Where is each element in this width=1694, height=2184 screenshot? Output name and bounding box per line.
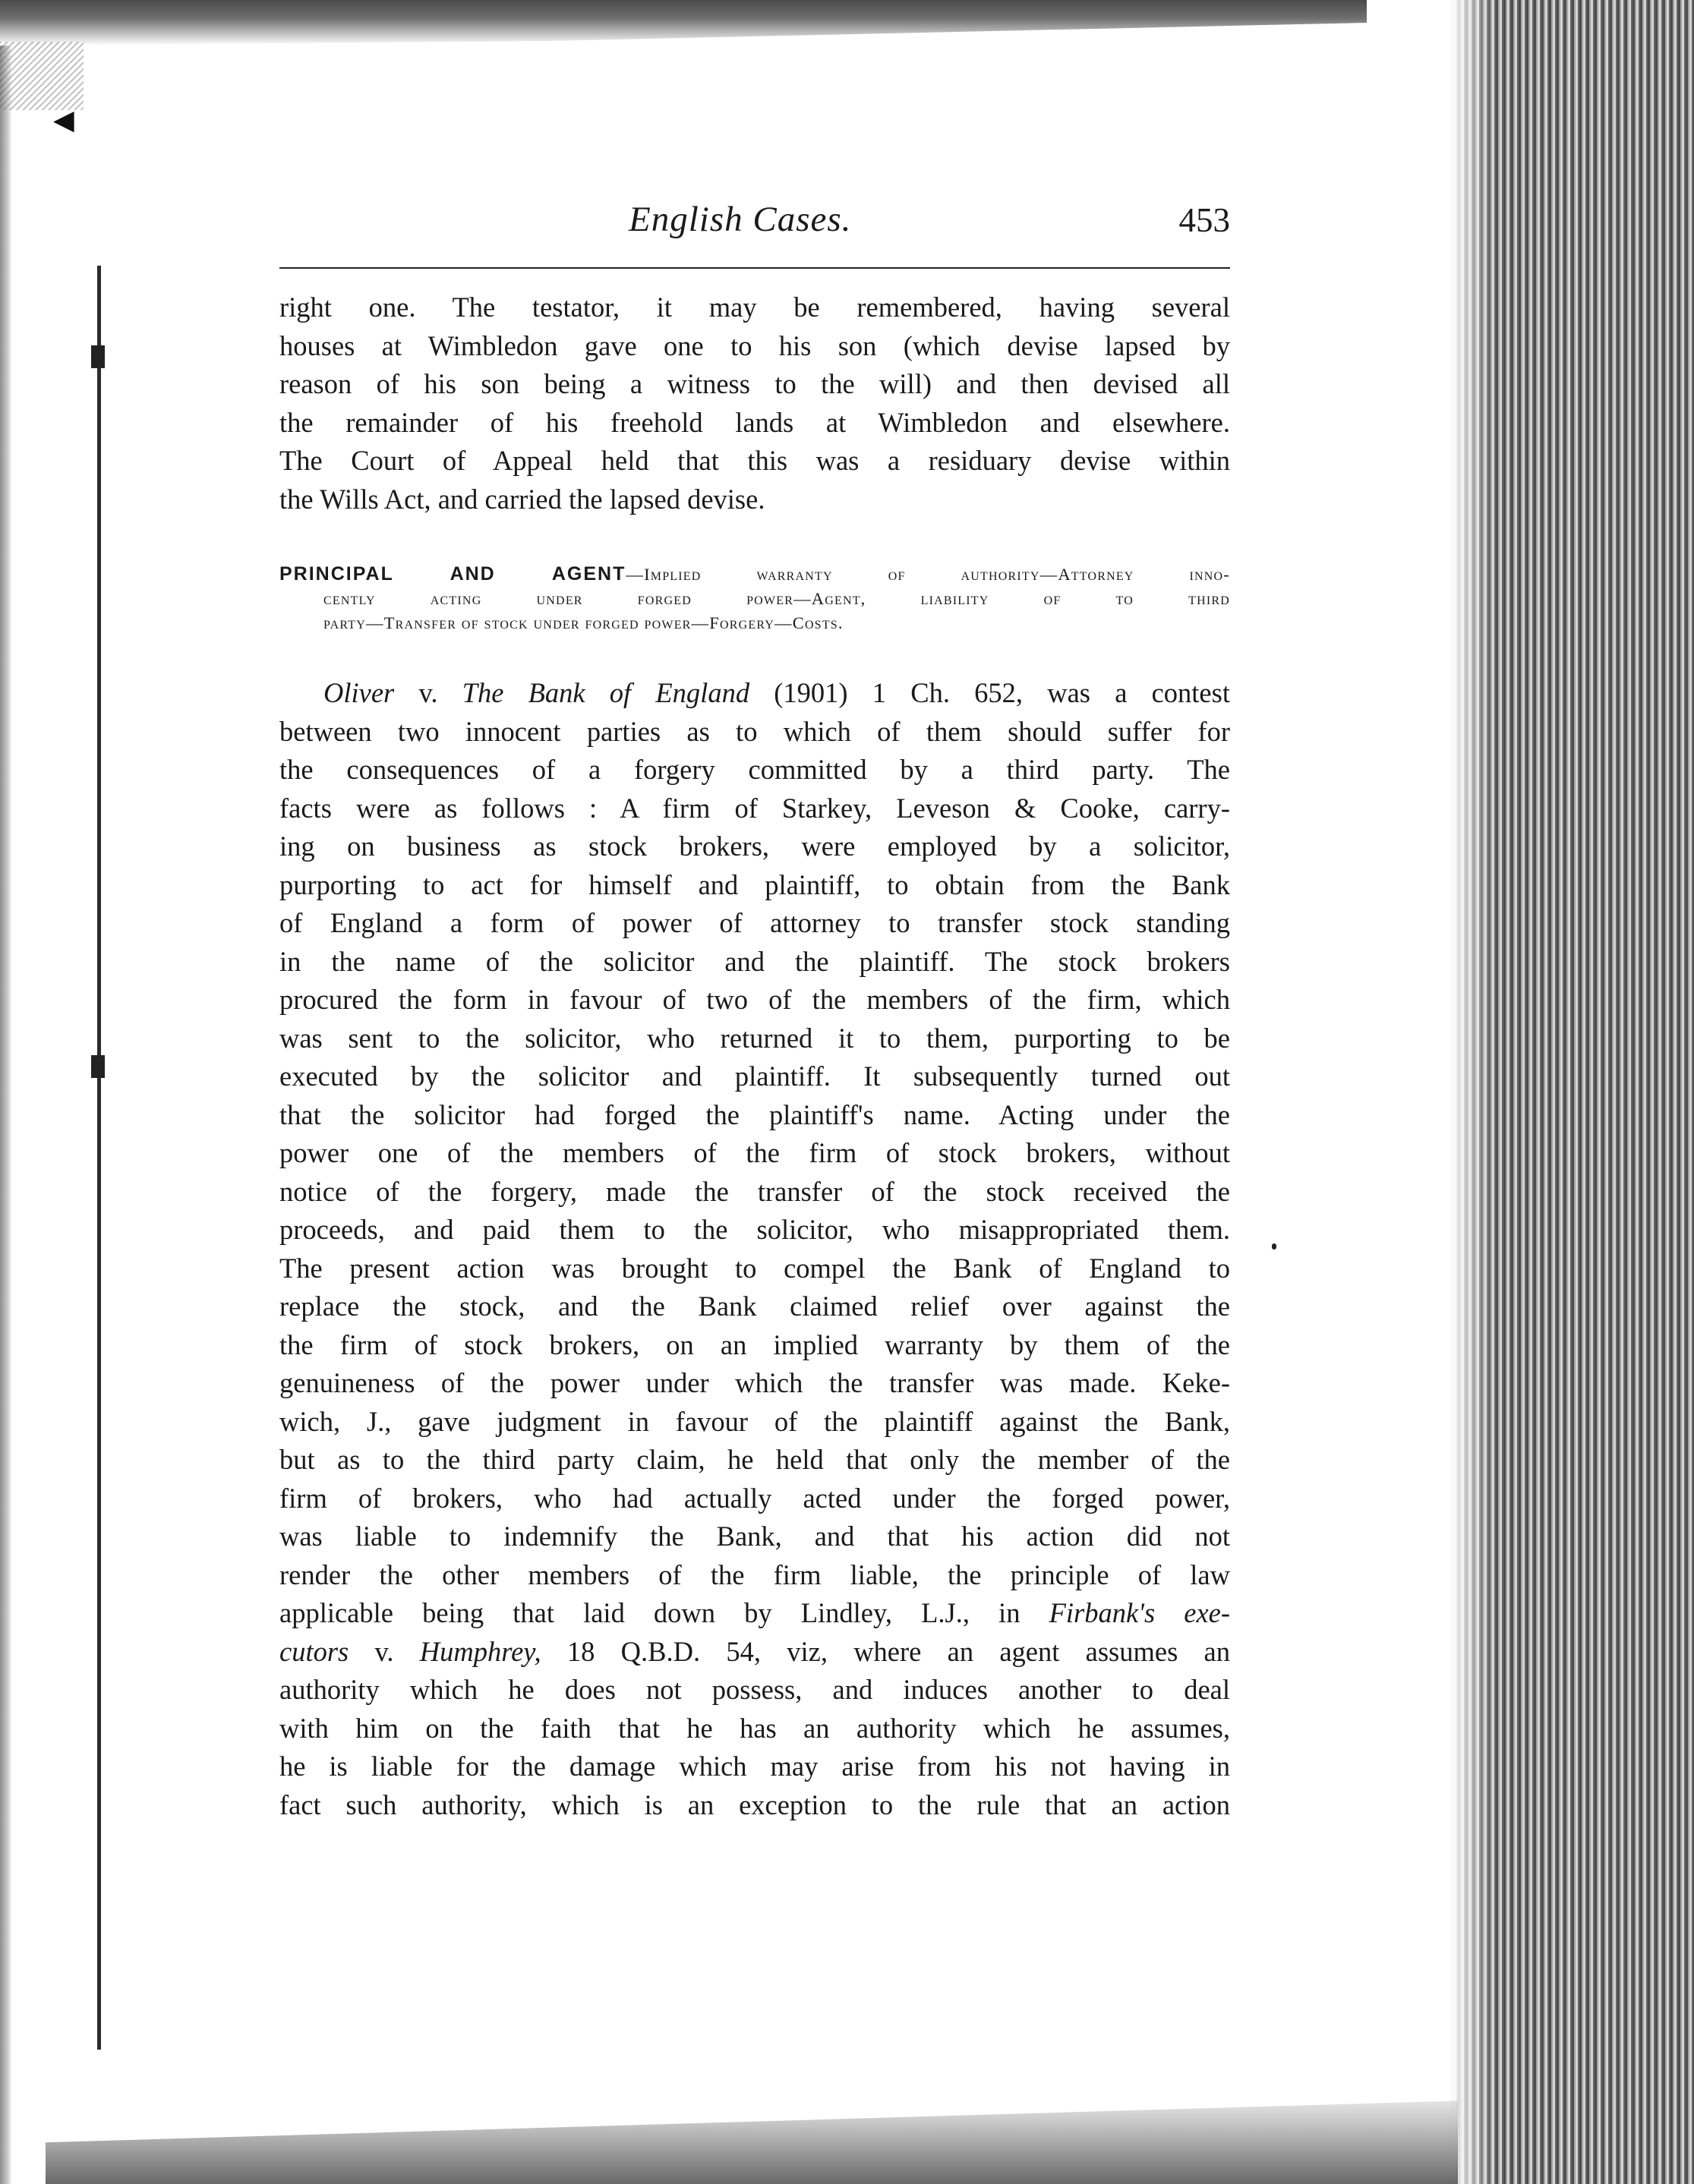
text-line [279, 1633, 1230, 1672]
page-edge-shadow [1450, 0, 1496, 2184]
text-line: authority which he does not possess, and induces another to deal [279, 1674, 1230, 1705]
text-line: with him on the faith that he has an authority which he assumes, [279, 1712, 1230, 1744]
header-rule [279, 267, 1230, 269]
text-line: The present action was brought to compel the Bank of England to [279, 1252, 1230, 1284]
case-name: Firbank's exe- [1049, 1597, 1231, 1628]
binding-mark [91, 345, 105, 368]
case-versus: v. [349, 1635, 420, 1667]
heading-line: cently acting under forged power—Agent, liability of to third [323, 589, 1230, 608]
text-line: was sent to the solicitor, who returned it to them, purporting to be [279, 1022, 1230, 1054]
case-name: cutors [279, 1635, 349, 1667]
paragraph-case-report [279, 674, 1230, 1824]
heading-line [279, 562, 1230, 587]
text-line [279, 1594, 1230, 1633]
running-title: English Cases. [629, 200, 852, 239]
paragraph-continued [279, 288, 1230, 518]
citation: (1901) 1 Ch. 652, was a contest [749, 677, 1230, 708]
ink-dot [1272, 1243, 1276, 1250]
text-line: reason of his son being a witness to the will) and then devised all [279, 368, 1230, 399]
text-line: but as to the third party claim, he held that only the member of the [279, 1444, 1230, 1475]
text-line: proceeds, and paid them to the solicitor, who misappropriated them. [279, 1214, 1230, 1245]
text-line: firm of brokers, who had actually acted under the forged power, [279, 1482, 1230, 1514]
text-line: procured the form in favour of two of the members of the firm, which [279, 984, 1230, 1015]
scan-corner-noise [0, 42, 84, 110]
binding-mark [91, 1055, 105, 1078]
text-line: between two innocent parties as to which of them should suffer for [279, 715, 1230, 747]
text-line: the remainder of his freehold lands at Wimbledon and elsewhere. [279, 406, 1230, 438]
text-line: fact such authority, which is an exception to the rule that an action [279, 1788, 1230, 1820]
running-head [279, 199, 1230, 252]
text-line: executed by the solicitor and plaintiff. It subsequently turned out [279, 1060, 1230, 1092]
scan-left-edge [0, 46, 12, 2184]
text-line: The Court of Appeal held that this was a residuary devise within [279, 445, 1230, 476]
heading-rest: —Implied warranty of authority—Attorney inno- [626, 565, 1230, 584]
binding-margin-line [97, 266, 101, 2050]
text-line: he is liable for the damage which may arise from his not having in [279, 1751, 1230, 1782]
case-name: The Bank of England [462, 677, 750, 708]
text-line [279, 674, 1230, 713]
text-line: of England a form of power of attorney to transfer stock standing [279, 907, 1230, 938]
page-number: 453 [1178, 201, 1230, 239]
text-line: genuineness of the power under which the transfer was made. Keke- [279, 1367, 1230, 1398]
text-line: was liable to indemnify the Bank, and that his action did not [279, 1521, 1230, 1552]
text-line: the consequences of a forgery committed by a third party. The [279, 754, 1230, 785]
scan-top-edge [0, 0, 1367, 46]
heading-lead: PRINCIPAL AND AGENT [279, 563, 626, 585]
text-line: the firm of stock brokers, on an implied warranty by them of the [279, 1328, 1230, 1360]
text-line: notice of the forgery, made the transfer of the stock received the [279, 1175, 1230, 1207]
text-line: purporting to act for himself and plaintiff, to obtain from the Bank [279, 868, 1230, 900]
text-line: that the solicitor had forged the plaintiff's name. Acting under the [279, 1098, 1230, 1130]
text-run: applicable being that laid down by Lindley, L.J., in [279, 1597, 1021, 1628]
citation: 18 Q.B.D. 54, viz, where an agent assumes an [541, 1635, 1230, 1667]
text-line: wich, J., gave judgment in favour of the plaintiff against the Bank, [279, 1405, 1230, 1437]
section-heading [279, 562, 1230, 635]
arrow-left-icon: ◀ [53, 105, 74, 136]
text-line: power one of the members of the firm of stock brokers, without [279, 1137, 1230, 1168]
text-line: render the other members of the firm liable, the principle of law [279, 1558, 1230, 1590]
heading-line: party—Transfer of stock under forged power—Forgery—Costs. [323, 613, 844, 632]
text-line: ing on business as stock brokers, were employed by a solicitor, [279, 830, 1230, 862]
text-line: replace the stock, and the Bank claimed relief over against the [279, 1291, 1230, 1322]
text-line: the Wills Act, and carried the lapsed devise. [279, 483, 765, 515]
text-line: facts were as follows : A firm of Starkey, Leveson & Cooke, carry- [279, 792, 1230, 824]
case-name: Oliver [323, 677, 395, 708]
case-versus: v. [394, 677, 462, 708]
text-line: houses at Wimbledon gave one to his son (which devise lapsed by [279, 329, 1230, 361]
case-name: Humphrey, [419, 1635, 541, 1667]
text-line: right one. The testator, it may be remembered, having several [279, 292, 1230, 323]
scan-bottom-edge [46, 2080, 1458, 2184]
text-line: in the name of the solicitor and the plaintiff. The stock brokers [279, 945, 1230, 977]
